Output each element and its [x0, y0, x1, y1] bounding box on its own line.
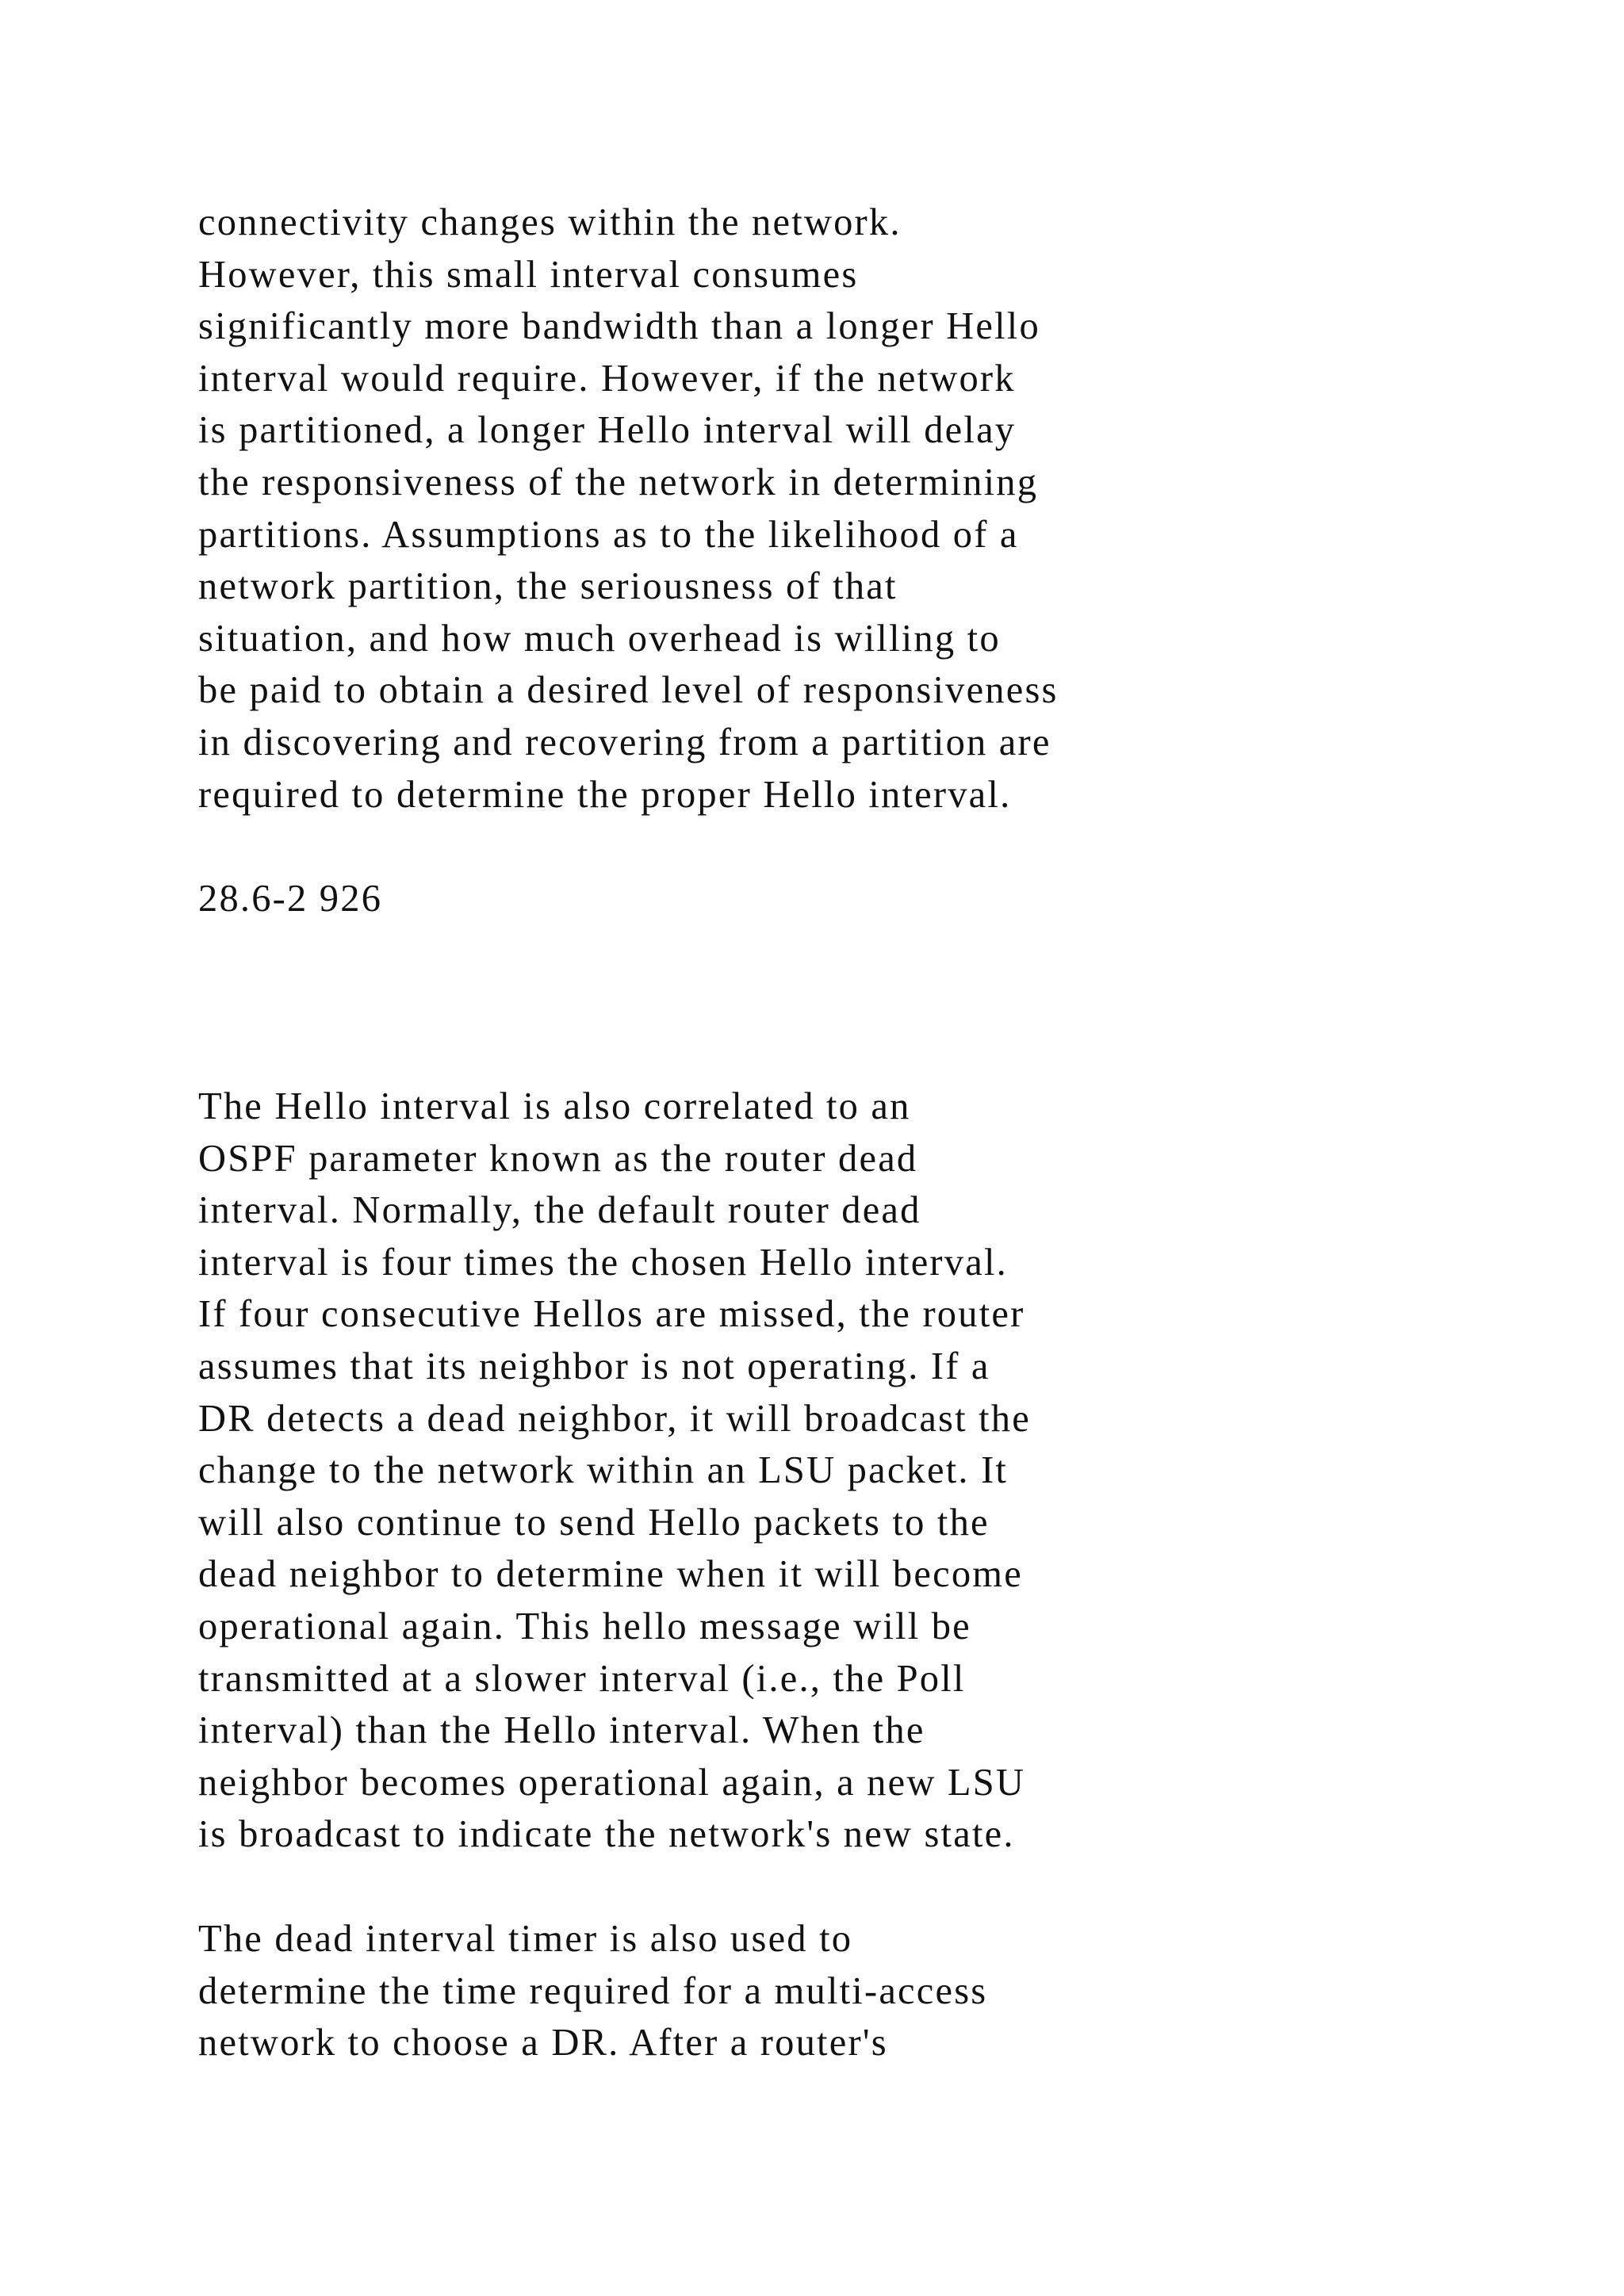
- paragraph-line: in discovering and recovering from a partition are: [198, 721, 1051, 763]
- paragraph-line: be paid to obtain a desired level of responsiveness: [198, 669, 1059, 712]
- page-reference: [198, 873, 382, 925]
- paragraph-line: change to the network within an LSU packet. It: [198, 1449, 1009, 1492]
- paragraph-line: operational again. This hello message will be: [198, 1605, 971, 1647]
- page-reference-text: 28.6-2 926: [198, 878, 383, 920]
- paragraph-line: will also continue to send Hello packets to the: [198, 1501, 990, 1544]
- paragraph-line: The dead interval timer is also used to: [198, 1918, 853, 1960]
- paragraph-line: network partition, the seriousness of that: [198, 565, 898, 608]
- paragraph-2: [198, 1081, 1031, 1861]
- paragraph-line: However, this small interval consumes: [198, 253, 859, 296]
- paragraph-line: dead neighbor to determine when it will become: [198, 1553, 1023, 1596]
- paragraph-line: partitions. Assumptions as to the likelihood of a: [198, 513, 1019, 556]
- paragraph-line: interval would require. However, if the network: [198, 357, 1016, 400]
- paragraph-line: interval is four times the chosen Hello interval.: [198, 1241, 1008, 1284]
- paragraph-line: significantly more bandwidth than a longer Hello: [198, 305, 1040, 348]
- paragraph-line: If four consecutive Hellos are missed, the router: [198, 1293, 1025, 1336]
- paragraph-line: OSPF parameter known as the router dead: [198, 1137, 918, 1180]
- paragraph-3: [198, 1913, 987, 2069]
- paragraph-line: determine the time required for a multi-access: [198, 1969, 988, 2012]
- paragraph-line: connectivity changes within the network.: [198, 201, 902, 243]
- paragraph-line: interval) than the Hello interval. When the: [198, 1709, 925, 1752]
- paragraph-line: assumes that its neighbor is not operating. If a: [198, 1345, 990, 1387]
- paragraph-line: is partitioned, a longer Hello interval will delay: [198, 409, 1017, 452]
- paragraph-line: neighbor becomes operational again, a new LSU: [198, 1761, 1026, 1804]
- paragraph-line: DR detects a dead neighbor, it will broadcast the: [198, 1397, 1031, 1440]
- paragraph-line: The Hello interval is also correlated to an: [198, 1085, 911, 1127]
- paragraph-line: network to choose a DR. After a router's: [198, 2022, 888, 2064]
- paragraph-line: interval. Normally, the default router dead: [198, 1189, 921, 1232]
- paragraph-1: [198, 197, 1059, 821]
- paragraph-line: transmitted at a slower interval (i.e., the Poll: [198, 1657, 966, 1700]
- paragraph-line: required to determine the proper Hello interval.: [198, 773, 1012, 816]
- paragraph-line: is broadcast to indicate the network's new state.: [198, 1813, 1015, 1856]
- paragraph-line: situation, and how much overhead is willing to: [198, 617, 1001, 660]
- paragraph-line: the responsiveness of the network in determining: [198, 461, 1039, 503]
